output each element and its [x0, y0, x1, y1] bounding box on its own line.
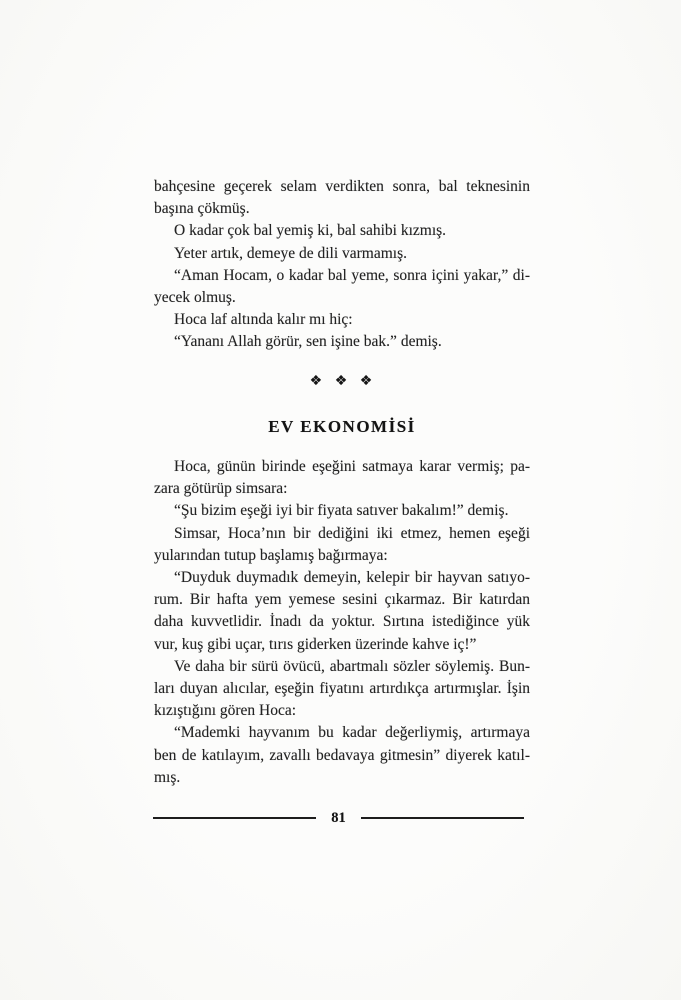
text-line: Yeter artık, demeye de dili varmamış. [174, 244, 408, 262]
text-line: “Yananı Allah görür, sen işine bak.” demiş. [174, 333, 442, 351]
footer-rule-left [153, 817, 316, 819]
text-line: O kadar çok bal yemiş ki, bal sahibi kızmış. [174, 222, 447, 240]
text-line: Hoca laf altında kalır mı hiç: [174, 311, 353, 329]
top-story-paragraphs [154, 176, 530, 354]
story-paragraphs [154, 456, 530, 789]
text-line: Hoca, günün birinde eşeğini satmaya karar vermiş; pa- [174, 458, 530, 475]
text-line: daha kuvvetlidir. İnadı da yoktur. Sırtına istediğince yük [154, 613, 530, 631]
text-line: “Duyduk duymadık demeyin, kelepir bir hayvan satıyo- [174, 569, 530, 587]
text-line: yularından tutup başlamış bağırmaya: [154, 546, 388, 564]
ornament-divider [154, 371, 530, 393]
text-line: “Şu bizim eşeği iyi bir fiyata satıver bakalım!” demiş. [174, 502, 509, 520]
text-line: vur, kuş gibi uçar, tırıs giderken üzerinde kahve iç!” [154, 635, 477, 653]
text-line: “Mademki hayvanım bu kadar değerliymiş, artırmaya [174, 724, 530, 742]
text-line: “Aman Hocam, o kadar bal yeme, sonra içini yakar,” di- [174, 266, 530, 284]
text-line: Ve daha bir sürü övücü, abartmalı sözler söylemiş. Bun- [174, 657, 530, 675]
text-line: ben de katılayım, zavallı bedavaya gitmesin” diyerek katıl- [154, 746, 530, 764]
page-number: 81 [331, 809, 346, 826]
story-title: EV EKONOMİSİ [268, 417, 416, 436]
text-line: kızıştığını gören Hoca: [154, 702, 297, 720]
text-line: mış. [154, 768, 181, 786]
footer-rule-right [361, 817, 524, 819]
text-line: Simsar, Hoca’nın bir dediğini iki etmez, hemen eşeği [174, 524, 530, 542]
text-line: zara götürüp simsara: [154, 480, 288, 498]
diamond-ornament-icon: ❖ ❖ ❖ [309, 374, 375, 389]
text-line: başına çökmüş. [154, 200, 250, 218]
text-line: rum. Bir hafta yem yemese sesini çıkarmaz. Bir katırdan [154, 591, 530, 609]
page-footer [153, 806, 524, 830]
text-line: yecek olmuş. [154, 289, 236, 307]
text-line: ları duyan alıcılar, eşeğin fiyatını artırdıkça artırmışlar. İşin [154, 680, 530, 698]
text-line: bahçesine geçerek selam verdikten sonra, bal teknesinin [154, 178, 530, 195]
